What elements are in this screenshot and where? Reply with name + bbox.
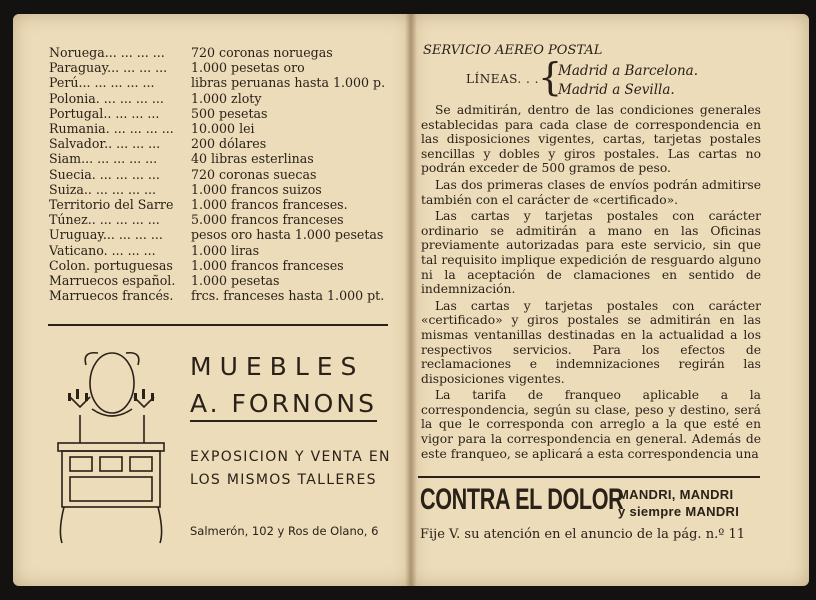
- rate-value: 1.000 zloty: [191, 90, 262, 106]
- rate-country: Suecia. ... ... ... ...: [49, 166, 160, 182]
- rate-row: [49, 91, 394, 106]
- rate-row: [49, 167, 394, 182]
- paragraph: La tarifa de franqueo aplicable a la correspondencia, según su clase, peso y destino, será la que le corresponda con arreglo a la que esté en vigor para la correspondencia en general. Además de este franqueo, se aplicará a esta correspondencia una: [421, 388, 761, 461]
- rates-table: [49, 45, 394, 303]
- ad-line-talleres: LOS MISMOS TALLERES: [190, 472, 377, 488]
- paragraph: Las cartas y tarjetas postales con carácter «certificado» y giros postales se admitirán en las mismas ventanillas destinadas en la actualidad a los respectivos servicios. Para los efectos de reclamaciones e indemnizaciones regirán las disposiciones vigentes.: [421, 298, 761, 386]
- rate-country: Portugal.. ... ... ...: [49, 105, 160, 121]
- rate-row: [49, 45, 394, 60]
- furniture-illustration: [52, 345, 170, 547]
- ad-address: Salmerón, 102 y Ros de Olano, 6: [190, 524, 379, 538]
- rate-row: [49, 75, 394, 90]
- rate-value: 1.000 francos franceses.: [191, 197, 348, 213]
- book-gutter: [405, 14, 417, 586]
- rate-country: Marruecos francés.: [49, 288, 174, 304]
- divider-rule: [48, 324, 388, 326]
- divider-rule: [418, 476, 760, 478]
- rate-row: [49, 151, 394, 166]
- rate-country: Territorio del Sarre: [49, 197, 174, 213]
- rate-value: pesos oro hasta 1.000 pesetas: [191, 227, 384, 243]
- section-title: SERVICIO AEREO POSTAL: [423, 43, 603, 58]
- rate-value: libras peruanas hasta 1.000 p.: [191, 75, 386, 91]
- rate-country: Noruega... ... ... ...: [49, 45, 165, 60]
- rate-row: [49, 197, 394, 212]
- rate-country: Vaticano. ... ... ...: [49, 242, 156, 258]
- paragraph: Se admitirán, dentro de las condiciones generales establecidas para cada clase de correspondencia en las disposiciones vigentes, cartas, tarjetas postales sencillas y dobles y giros postales. Las cartas no podrán exceder de 500 gramos de peso.: [421, 103, 761, 176]
- route-sevilla: Madrid a Sevilla.: [558, 82, 675, 98]
- rate-country: Suiza.. ... ... ... ...: [49, 181, 156, 197]
- mandri-headline: CONTRA EL DOLOR: [420, 483, 624, 516]
- rate-value: 10.000 lei: [191, 121, 255, 137]
- rate-row: [49, 258, 394, 273]
- rate-row: [49, 121, 394, 136]
- body-text: [421, 103, 761, 463]
- rate-value: 500 pesetas: [191, 105, 268, 121]
- rate-row: [49, 227, 394, 242]
- rate-country: Salvador.. ... ... ...: [49, 136, 161, 152]
- rate-row: [49, 182, 394, 197]
- rate-row: [49, 212, 394, 227]
- lineas-label: LÍNEAS. . .: [466, 72, 539, 86]
- ad-title-fornons: A. FORNONS: [190, 389, 377, 422]
- rate-value: 200 dólares: [191, 136, 267, 152]
- rate-country: Marruecos español.: [49, 273, 176, 289]
- rate-value: 1.000 pesetas oro: [191, 60, 305, 76]
- rate-country: Polonia. ... ... ... ...: [49, 90, 164, 106]
- rate-row: [49, 243, 394, 258]
- paragraph: Las cartas y tarjetas postales con carácter ordinario se admitirán a mano en las Oficinas previamente autorizadas para este servicio, sin que tal requisito implique expedición de resguardo alguno ni la aceptación de clamaciones en sentido de indemnización.: [421, 209, 761, 297]
- rate-value: frcs. franceses hasta 1.000 pt.: [191, 288, 385, 304]
- page-reference-note: Fije V. su atención en el anuncio de la pág. n.º 11: [420, 527, 745, 542]
- route-barcelona: Madrid a Barcelona.: [558, 63, 699, 79]
- rate-value: 720 coronas noruegas: [191, 45, 333, 60]
- mandri-line2: y siempre MANDRI: [618, 504, 740, 519]
- rate-value: 5.000 francos franceses: [191, 212, 344, 228]
- rate-row: [49, 60, 394, 75]
- ad-title-muebles: MUEBLES: [190, 352, 365, 381]
- brace-icon: {: [538, 55, 563, 99]
- rate-country: Colon. portuguesas: [49, 257, 173, 273]
- rate-country: Perú... ... ... ... ...: [49, 75, 155, 91]
- rate-country: Siam... ... ... ... ...: [49, 151, 158, 167]
- rate-row: [49, 136, 394, 151]
- rate-row: [49, 288, 394, 303]
- rate-value: 1.000 pesetas: [191, 273, 280, 289]
- rate-value: 720 coronas suecas: [191, 166, 317, 182]
- rate-country: Túnez.. ... ... ... ...: [49, 212, 160, 228]
- rate-country: Rumania. ... ... ... ...: [49, 121, 174, 137]
- rate-row: [49, 273, 394, 288]
- mandri-line1: MANDRI, MANDRI: [618, 487, 734, 502]
- paragraph: Las dos primeras clases de envíos podrán admitirse también con el carácter de «certificado».: [421, 177, 761, 207]
- rate-country: Paraguay... ... ... ...: [49, 60, 168, 76]
- rate-value: 1.000 liras: [191, 242, 260, 258]
- rate-value: 1.000 francos franceses: [191, 257, 344, 273]
- rate-row: [49, 106, 394, 121]
- ad-line-exposicion: EXPOSICION Y VENTA EN: [190, 449, 391, 465]
- rate-value: 1.000 francos suizos: [191, 181, 322, 197]
- rate-country: Uruguay... ... ... ...: [49, 227, 163, 243]
- rate-value: 40 libras esterlinas: [191, 151, 314, 167]
